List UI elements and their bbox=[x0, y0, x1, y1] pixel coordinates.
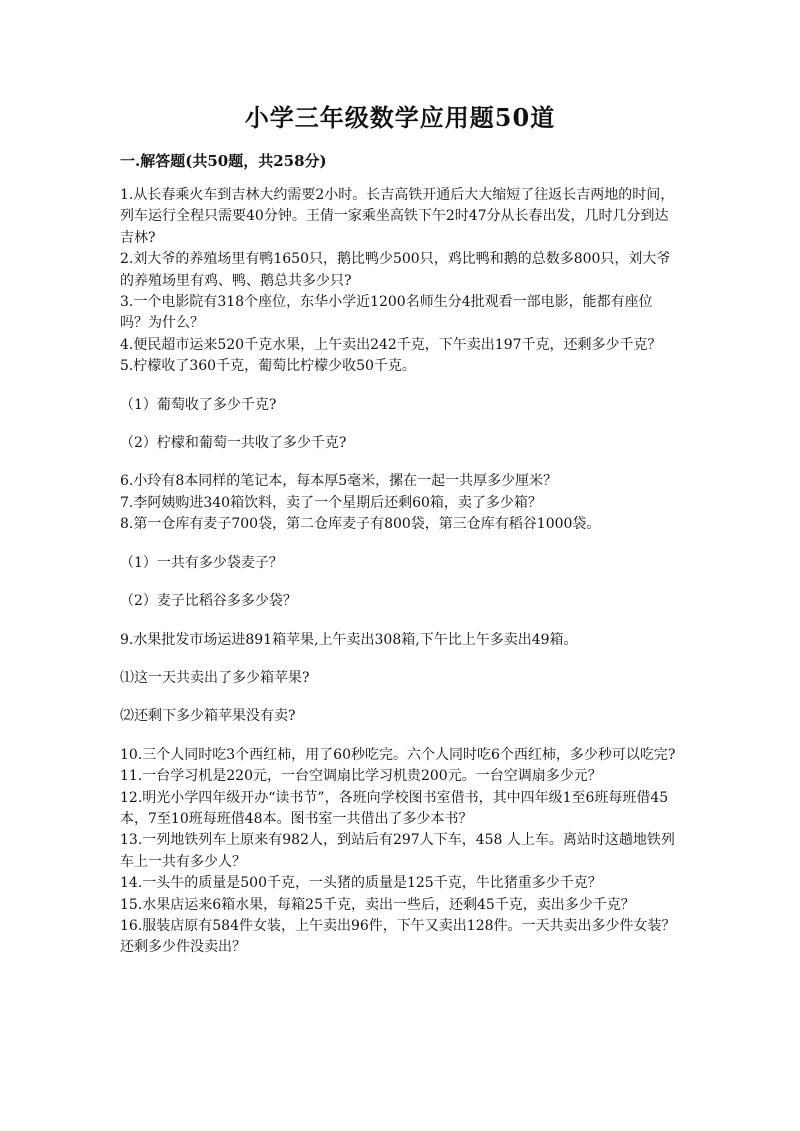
question-14: 14.一头牛的质量是500千克，一头猪的质量是125千克，牛比猪重多少千克？ bbox=[120, 875, 602, 892]
question-5-part-2: （2）柠檬和葡萄一共收了多少千克? bbox=[120, 435, 347, 452]
question-1: 1.从长春乘火车到吉林大约需要2小时。长吉高铁开通后大大缩短了往返长吉两地的时间，列车运行全程只需要40分钟。王倩一家乘坐高铁下午2时47分从长春出发，几时几分到达吉林? bbox=[120, 187, 675, 246]
question-7: 7.李阿姨购进340箱饮料，卖了一个星期后还剩60箱，卖了多少箱？ bbox=[120, 494, 542, 511]
question-13: 13.一列地铁列车上原来有982人，到站后有297人下车，458 人上车。离站时这趟地铁列车上一共有多少人？ bbox=[120, 832, 675, 870]
question-4: 4.便民超市运来520千克水果，上午卖出242千克，下午卖出197千克，还剩多少千克？ bbox=[120, 336, 662, 353]
question-5-part-1: （1）葡萄收了多少千克? bbox=[120, 396, 277, 413]
question-15: 15.水果店运来6箱水果，每箱25千克，卖出一些后，还剩45千克，卖出多少千克？ bbox=[120, 896, 635, 913]
page-title: 小学三年级数学应用题50道 bbox=[244, 103, 556, 132]
question-list bbox=[120, 185, 680, 959]
question-8-part-2: （2）麦子比稻谷多多少袋？ bbox=[120, 593, 297, 610]
question-3: 3.一个电影院有318个座位，东华小学近1200名师生分4批观看一部电影，能都有座位吗？为什么？ bbox=[120, 294, 653, 332]
question-10: 10.三个人同时吃3个西红柿，用了60秒吃完。六个人同时吃6个西红柿，多少秒可以吃完? bbox=[120, 746, 676, 763]
question-6: 6.小玲有8本同样的笔记本，每本厚5毫米，摞在一起一共厚多少厘米？ bbox=[120, 473, 558, 490]
section-heading: 一.解答题(共50题，共258分) bbox=[120, 152, 327, 170]
question-2: 2.刘大爷的养殖场里有鸭1650只，鹅比鸭少500只，鸡比鸭和鹅的总数多800只，刘大爷的养殖场里有鸡、鸭、鹅总共多少只? bbox=[120, 251, 671, 289]
question-8: 8.第一仓库有麦子700袋，第二仓库麦子有800袋，第三仓库有稻谷1000袋。 bbox=[120, 516, 601, 533]
question-16: 16.服装店原有584件女装，上午卖出96件，下午又卖出128件。一天共卖出多少件女装？还剩多少件没卖出？ bbox=[120, 917, 676, 956]
question-9-part-2: ⑵还剩下多少箱苹果没有卖? bbox=[120, 708, 296, 725]
question-5: 5.柠檬收了360千克，葡萄比柠檬少收50千克。 bbox=[120, 358, 416, 375]
question-9: 9.水果批发市场运进891箱苹果,上午卖出308箱,下午比上午多卖出49箱。 bbox=[120, 631, 578, 648]
question-8-part-1: （1）一共有多少袋麦子？ bbox=[120, 554, 283, 571]
question-9-part-1: ⑴这一天共卖出了多少箱苹果? bbox=[120, 669, 310, 686]
question-12: 12.明光小学四年级开办“读书节”，各班向学校图书室借书，其中四年级1至6班每班借45本，7至10班每班借48本。图书室一共借出了多少本书？ bbox=[120, 789, 669, 827]
question-11: 11.一台学习机是220元，一台空调扇比学习机贵200元。一台空调扇多少元？ bbox=[120, 768, 602, 785]
